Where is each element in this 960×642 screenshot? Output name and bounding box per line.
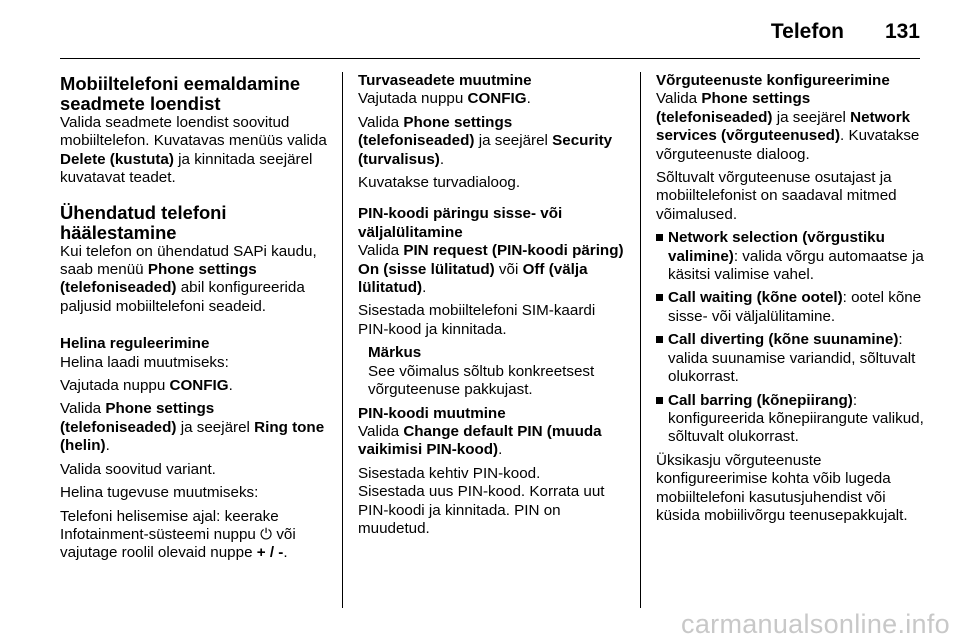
text: .: [283, 544, 288, 562]
note-title: Märkus: [368, 344, 422, 362]
square-bullet-icon: [656, 397, 663, 404]
power-knob-icon: ⏻: [260, 525, 273, 543]
page-header: [60, 0, 920, 58]
paragraph: Üksikasju võrguteenuste konfigureerimise kohta võib lugeda mobiiltelefoni kasutusjuhendist või küsida mobiilivõrgu teenusepakkujalt.: [656, 451, 908, 524]
paragraph: Sõltuvalt võrguteenuse osutajast ja mobiiltelefonist on saadaval mitmed võimalused.: [656, 169, 897, 223]
bold-text: Network services (võrguteenused): [656, 108, 911, 145]
section-title: Mobiiltelefoni eemaldamine seadmete loendist: [60, 73, 301, 114]
text: Valida: [358, 422, 404, 440]
section-title: Ühendatud telefoni häälestamine: [60, 201, 227, 243]
subsection-title: PIN-koodi päringu sisse- või väljalülitamine: [358, 205, 563, 241]
bullet-list: [656, 229, 924, 446]
text: Vajutada nuppu: [60, 377, 170, 395]
list-item: [656, 229, 924, 284]
paragraph: [60, 400, 328, 455]
bold-text: Change default PIN (muuda vaikimisi PIN-kood): [358, 422, 602, 459]
text: Kui telefon on ühendatud SAPi kaudu, saab menüü: [60, 242, 317, 279]
bold-text: Phone settings (telefoniseaded): [358, 113, 513, 150]
note-box: [358, 344, 626, 399]
note-text: See võimalus sõltub konkreetsest võrguteenuse pakkujast.: [368, 362, 595, 399]
bold-text: Phone settings (telefoniseaded): [60, 261, 257, 297]
text: Valida: [656, 90, 702, 108]
paragraph: Kuvatakse turvadialoog.: [358, 174, 521, 192]
text: .: [526, 90, 531, 108]
paragraph: [358, 90, 626, 108]
paragraph: Sisestada kehtiv PIN-kood.: [358, 464, 541, 482]
watermark: carmanualsonline.info: [681, 609, 950, 639]
square-bullet-icon: [656, 336, 663, 343]
text: .: [422, 279, 427, 297]
paragraph: [358, 242, 626, 297]
bold-text: Phone settings (telefoniseaded): [60, 400, 215, 436]
paragraph: Sisestada uus PIN-kood. Korrata uut PIN-koodi ja kinnitada. PIN on muudetud.: [358, 483, 605, 537]
text: Vajutada nuppu: [358, 90, 468, 108]
text: või: [494, 260, 523, 278]
column-divider: [640, 72, 641, 608]
text: .: [439, 150, 445, 168]
text: .: [228, 377, 233, 395]
text: . Kuvatakse võrguteenuste dialoog.: [656, 127, 920, 163]
list-item: [656, 392, 924, 447]
column-2: [358, 72, 626, 543]
paragraph: [60, 243, 328, 317]
bold-text: Delete (kustuta): [60, 150, 174, 168]
paragraph: [358, 423, 626, 460]
column-3: [656, 72, 924, 530]
text: : ootel kõne sisse- või väljalülitamine.: [668, 289, 922, 325]
text: või vajutage roolil olevaid nuppe: [60, 525, 296, 562]
list-item: [656, 331, 924, 386]
bold-text: Ring tone (helin): [60, 418, 325, 455]
text: Valida: [358, 242, 404, 260]
subsection-title: Võrguteenuste konfigureerimine: [656, 72, 890, 89]
subsection-title: PIN-koodi muutmine: [358, 404, 506, 422]
text: : konfigureerida kõnepiirangute valikud, sõltuvalt olukorrast.: [668, 391, 924, 446]
bold-text: Phone settings (telefoniseaded): [656, 90, 811, 126]
paragraph: Sisestada mobiiltelefoni SIM-kaardi PIN-kood ja kinnitada.: [358, 302, 596, 338]
bold-text: Call waiting (kõne ootel): [668, 289, 843, 307]
list-item: [656, 289, 924, 326]
bold-text: Network selection (võrgustiku valimine): [668, 229, 885, 265]
paragraph: [358, 114, 626, 169]
header-rule: [60, 58, 920, 59]
text: Valida: [358, 113, 404, 131]
header-title: Telefon: [770, 20, 844, 43]
paragraph: [60, 377, 328, 395]
square-bullet-icon: [656, 294, 663, 301]
bold-text: Security (turvalisus): [358, 132, 613, 168]
text: Telefoni helisemise ajal: keerake Infotainment-süsteemi nuppu: [60, 507, 279, 543]
text: : valida võrgu automaatse ja käsitsi valimise vahel.: [668, 247, 924, 284]
column-1: [60, 72, 328, 568]
square-bullet-icon: [656, 234, 663, 241]
page-number: 131: [884, 20, 920, 43]
text: ja seejärel: [176, 418, 255, 436]
paragraph: Valida soovitud variant.: [60, 460, 216, 478]
text: Valida: [60, 400, 106, 418]
text: : valida suunamise variandid, sõltuvalt olukorrast.: [668, 331, 916, 386]
text: Valida seadmete loendist soovitud mobiiltelefon. Kuvatavas menüüs valida: [60, 114, 327, 150]
bold-text: Off (välja lülitatud): [358, 260, 588, 297]
bold-text: Call diverting (kõne suunamine): [668, 331, 899, 349]
text: ja seejärel: [474, 132, 553, 150]
bold-text: CONFIG: [467, 90, 527, 108]
bold-text: CONFIG: [169, 377, 229, 395]
paragraph: [656, 90, 924, 164]
bold-text: + / -: [256, 544, 284, 562]
paragraph: [60, 114, 328, 188]
column-divider: [342, 72, 343, 608]
text: ja kinnitada seejärel kuvatavat teadet.: [60, 150, 313, 187]
bold-text: PIN request (PIN-koodi päring) On (sisse lülitatud): [358, 242, 624, 278]
text: .: [105, 437, 110, 455]
subsection-title: Turvaseadete muutmine: [358, 72, 532, 89]
paragraph: Helina laadi muutmiseks:: [60, 353, 229, 371]
text: .: [498, 441, 503, 459]
subsection-title: Helina reguleerimine: [60, 335, 210, 353]
bold-text: Call barring (kõnepiirang): [668, 391, 853, 409]
text: abil konfigureerida paljusid mobiiltelefoni seadeid.: [60, 279, 305, 315]
paragraph: [60, 508, 328, 563]
text: ja seejärel: [772, 108, 851, 126]
paragraph: Helina tugevuse muutmiseks:: [60, 484, 259, 502]
